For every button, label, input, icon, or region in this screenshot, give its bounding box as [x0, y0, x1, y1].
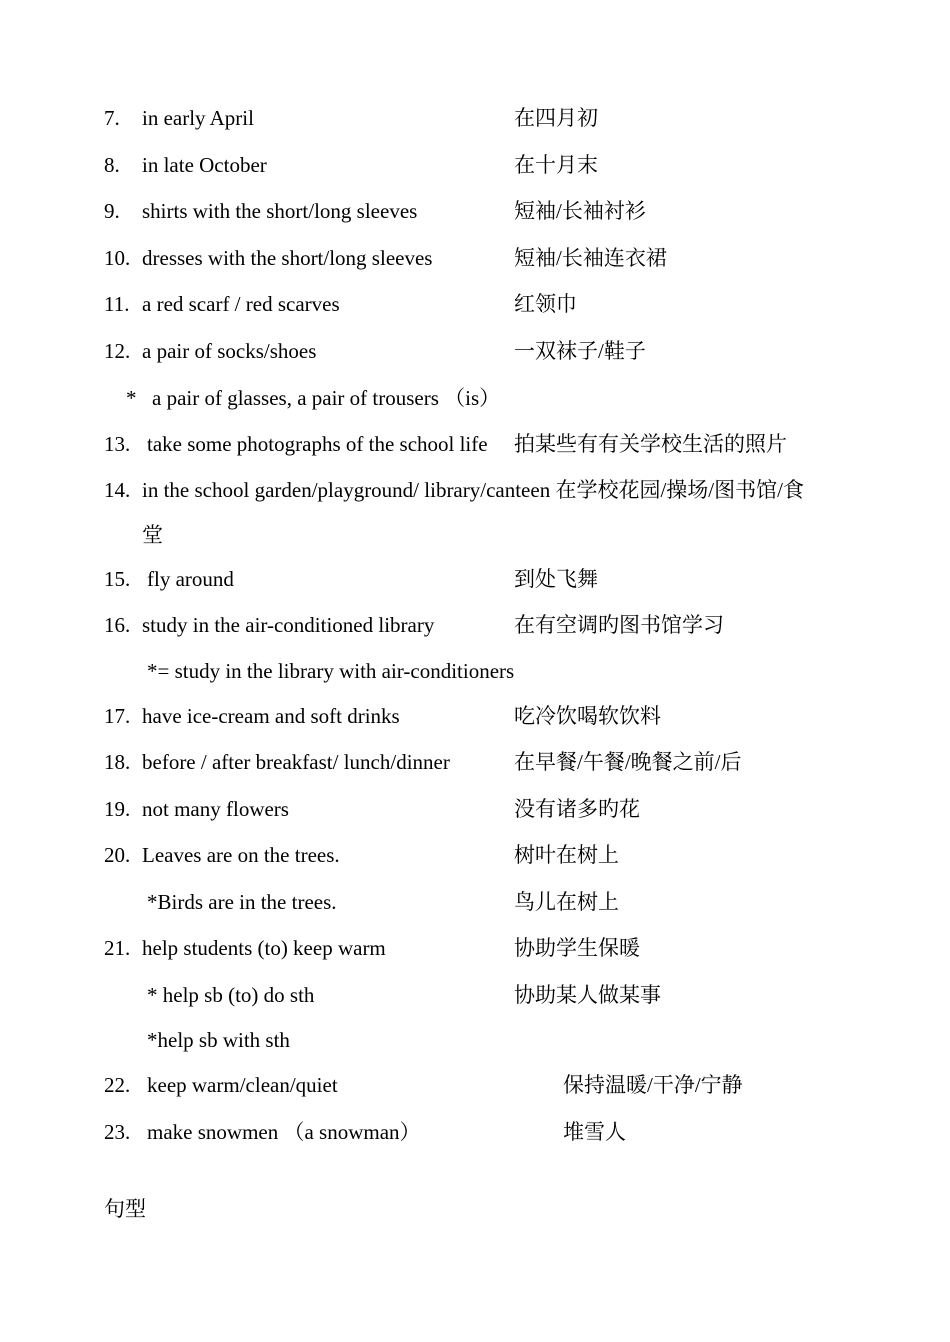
- item-chinese: 在有空调旳图书馆学习: [514, 613, 724, 637]
- item-english: in late October: [142, 153, 267, 177]
- section-title: 句型: [104, 1197, 146, 1221]
- item-english: fly around: [147, 567, 234, 591]
- item-number: 19.: [104, 797, 131, 821]
- item-chinese: 堆雪人: [563, 1120, 626, 1144]
- item-english: a red scarf / red scarves: [142, 292, 340, 316]
- item-chinese: 鸟儿在树上: [514, 890, 619, 914]
- item-english: Leaves are on the trees.: [142, 843, 340, 867]
- item-note: *= study in the library with air-conditioners: [147, 659, 515, 683]
- item-note: *Birds are in the trees.: [147, 890, 337, 914]
- item-number: 15.: [104, 567, 131, 591]
- item-number: 9.: [104, 199, 120, 223]
- item-chinese: 红领巾: [514, 292, 577, 316]
- item-number: 16.: [104, 613, 131, 637]
- item-chinese: 拍某些有有关学校生活的照片: [514, 432, 787, 456]
- item-number: 21.: [104, 936, 131, 960]
- item-english-continuation: 堂: [142, 523, 163, 547]
- item-english: take some photographs of the school life: [147, 432, 488, 456]
- item-chinese: 没有诸多旳花: [514, 797, 640, 821]
- item-number: 10.: [104, 246, 131, 270]
- item-english: keep warm/clean/quiet: [147, 1073, 338, 1097]
- item-english: study in the air-conditioned library: [142, 613, 435, 637]
- item-english: make snowmen （a snowman）: [147, 1120, 421, 1144]
- item-chinese: 树叶在树上: [514, 843, 619, 867]
- item-note: * help sb (to) do sth: [147, 983, 315, 1007]
- item-chinese: 保持温暖/干净/宁静: [563, 1073, 743, 1097]
- item-number: 13.: [104, 432, 131, 456]
- item-number: 7.: [104, 106, 120, 130]
- item-english: dresses with the short/long sleeves: [142, 246, 433, 270]
- item-chinese: 短袖/长袖连衣裙: [514, 246, 667, 270]
- item-english: not many flowers: [142, 797, 289, 821]
- item-number: 22.: [104, 1073, 131, 1097]
- item-english: a pair of socks/shoes: [142, 339, 317, 363]
- item-number: 18.: [104, 750, 131, 774]
- item-english: have ice-cream and soft drinks: [142, 704, 400, 728]
- item-chinese: 吃冷饮喝软饮料: [514, 704, 661, 728]
- item-number: 23.: [104, 1120, 131, 1144]
- item-number: 11.: [104, 292, 130, 316]
- item-number: 17.: [104, 704, 131, 728]
- item-english: shirts with the short/long sleeves: [142, 199, 418, 223]
- item-chinese: 协助学生保暖: [514, 936, 640, 960]
- item-english: before / after breakfast/ lunch/dinner: [142, 750, 450, 774]
- item-chinese: 在早餐/午餐/晚餐之前/后: [514, 750, 742, 774]
- item-chinese: 一双袜子/鞋子: [514, 339, 646, 363]
- item-asterisk: *: [126, 386, 137, 410]
- item-chinese: 到处飞舞: [514, 567, 598, 591]
- item-number: 14.: [104, 478, 131, 502]
- item-number: 12.: [104, 339, 131, 363]
- item-english: in early April: [142, 106, 254, 130]
- item-note: *help sb with sth: [147, 1028, 290, 1052]
- item-chinese: 短袖/长袖衬衫: [514, 199, 646, 223]
- item-english: in the school garden/playground/ library/canteen 在学校花园/操场/图书馆/食: [142, 478, 804, 502]
- item-chinese: 在十月末: [514, 153, 598, 177]
- item-chinese: 在四月初: [514, 106, 598, 130]
- item-number: 20.: [104, 843, 131, 867]
- item-english: a pair of glasses, a pair of trousers （is）: [152, 386, 501, 410]
- item-english: help students (to) keep warm: [142, 936, 386, 960]
- item-chinese: 协助某人做某事: [514, 983, 661, 1007]
- item-number: 8.: [104, 153, 120, 177]
